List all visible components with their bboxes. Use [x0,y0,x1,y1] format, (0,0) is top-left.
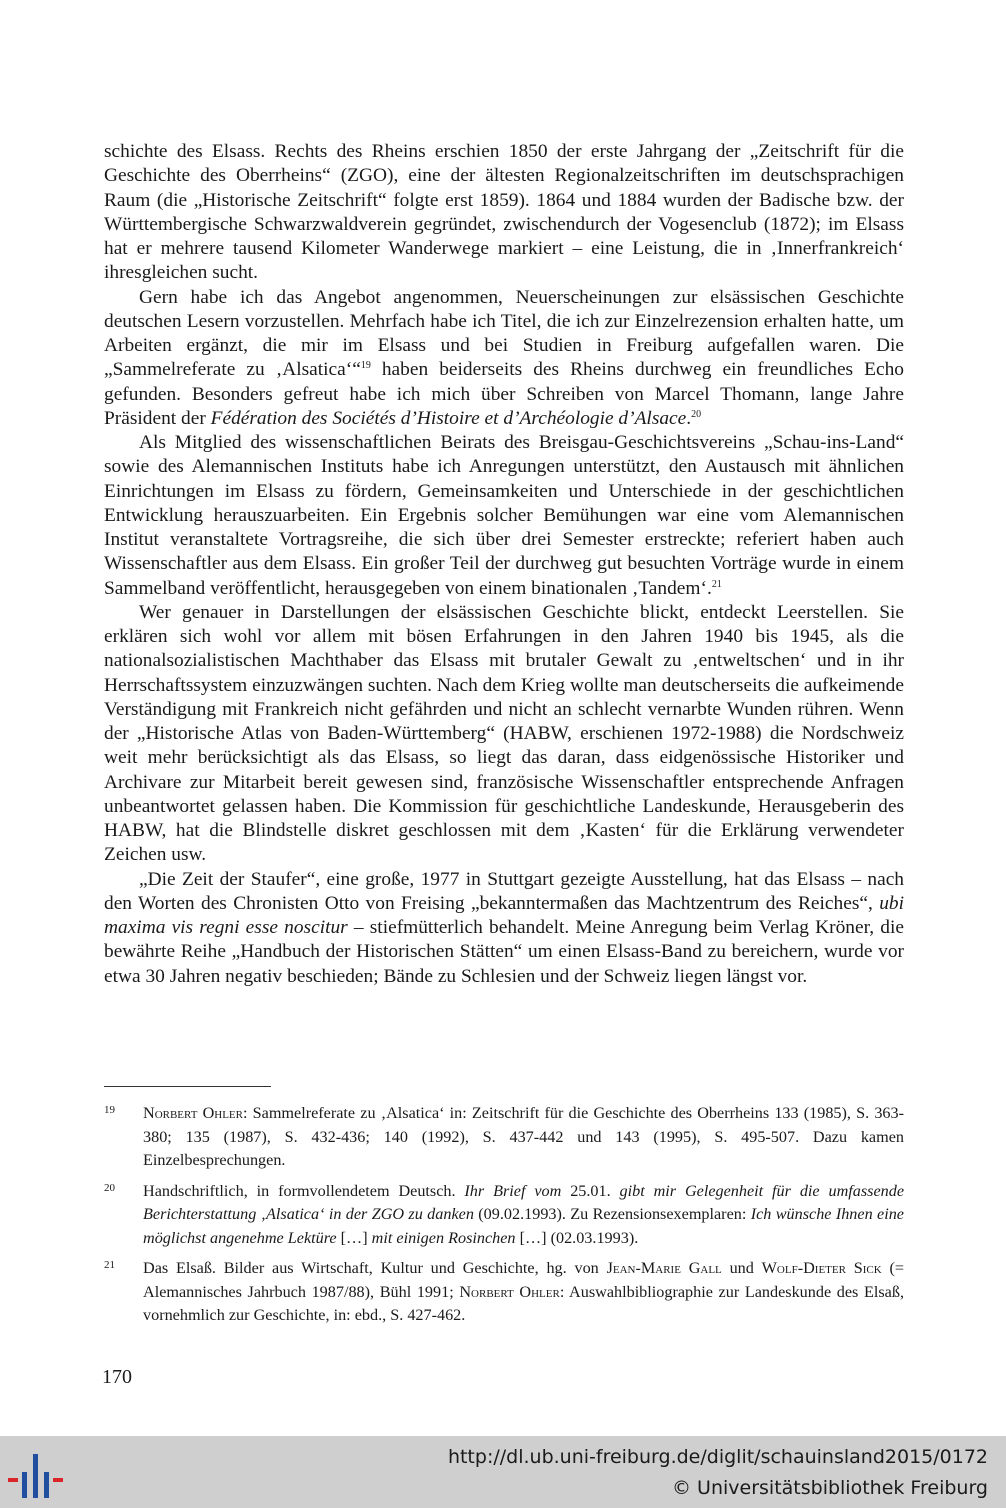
footnote-text: (= Alemannisches Jahrbuch 1987/88), Bühl 1991; [143,1259,904,1301]
paragraph-2-text: Gern habe ich das Angebot angenommen, Neuerscheinungen zur elsässischen Geschichte deutschen Lesern vorzustellen. Mehrfach habe ich Titel, die ich zur Einzelrezension erhalten hatte, um Arbeiten ergänzt, die mir im Elsass und bei Studien in Freiburg aufgefallen waren. Die „Sammelreferate zu ‚Alsatica‘“ [104,286,904,381]
main-text [104,140,904,989]
footnote-number: 20 [104,1181,115,1194]
footnotes [104,1102,904,1335]
footnote-ref-21[interactable]: 21 [711,578,722,590]
paragraph-5 [104,868,904,989]
footnote-author: Jean-Marie Gall [606,1259,722,1277]
paragraph-5-text: „Die Zeit der Staufer“, eine große, 1977 in Stuttgart gezeigte Ausstellung, hat das Elsass – nach den Worten des Chronisten Otto von Freising „bekanntermaßen das Machtzentrum des Reiches“, [104,868,904,914]
paragraph-3 [104,431,904,601]
paragraph-2-rest: haben beiderseits des Rheins durchweg ein freundliches Echo gefunden. Besonders gefreut habe ich mich über Schreiben von Marcel Thomann, lange Jahre Präsident der [104,359,904,429]
ub-freiburg-logo-icon[interactable] [8,1446,64,1502]
page-number: 170 [102,1366,132,1388]
footnote-italic: Ihr Brief vom [464,1181,562,1200]
footnote-text: und [721,1259,762,1277]
footnote-text: […] [336,1228,372,1247]
footnote-text: (09.02.1993). Zu Rezensionsexemplaren: [473,1205,751,1223]
footnote-number: 19 [104,1104,115,1116]
paragraph-5-italic: ubi maxima vis regni esse noscitur [104,892,904,938]
paragraph-5-rest: – stiefmütterlich behandelt. Meine Anregung beim Verlag Kröner, die bewährte Reihe „Handbuch der Historischen Stätten“ um einen Elsass-Band zu bereichern, wurde vor etwa 30 Jahren negativ beschieden; Bände zu Schlesien und der Schweiz liegen längst vor. [104,917,904,987]
footnote-text: […] (02.03.1993). [515,1228,639,1247]
footnote-author: Wolf-Dieter Sick [761,1259,882,1277]
footnote-text: Handschriftlich, in formvollendetem Deutsch. [143,1181,465,1200]
footnote-number: 21 [104,1259,115,1271]
paragraph-3-text: Als Mitglied des wissenschaftlichen Beirats des Breisgau-Geschichtsvereins „Schau-ins-Land“ sowie des Alemannischen Instituts habe ich Anregungen unterstützt, den Austausch mit ähnlichen Einrichtungen im Elsass zu fördern, Gemeinsamkeiten und Unterschiede in der geschichtlichen Entwicklung herauszuarbeiten. Ein Ergebnis solcher Bemühungen war eine vom Alemannischen Institut veranstaltete Vortragsreihe, die sich über drei Semester erstreckte; referiert haben auch Wissenschaftler aus dem Elsass. Ein großer Teil der durchweg gut besuchten Vorträge wurde in einem Sammelband veröffentlicht, herausgegeben von einem binationalen ‚Tandem‘. [104,432,904,599]
footnote-text: : Auswahlbibliographie zur Landeskunde des Elsaß, vornehmlich zur Geschichte, in: ebd., S. 427-462. [143,1282,904,1324]
footnote-italic: gibt mir Gelegenheit für die umfassende Berichterstattung ‚Alsatica‘ in der ZGO zu danken [143,1181,905,1223]
footer-bar [0,1436,1006,1508]
footnote-19 [104,1102,904,1173]
footnote-ref-20[interactable]: 20 [691,408,702,420]
footnote-author: Norbert Ohler [143,1104,243,1122]
paragraph-1: schichte des Elsass. Rechts des Rheins erschien 1850 der erste Jahrgang der „Zeitschrift für die Geschichte des Oberrheins“ (ZGO), eine der ältesten Regionalzeitschriften im deutschsprachigen Raum (die „Historische Zeitschrift“ folgte erst 1859). 1864 und 1884 wurden der Badische bzw. der Württembergische Schwarzwaldverein gegründet, zwischendurch der Vogesenclub (1872); im Elsass hat er mehrere tausend Kilometer Wanderwege markiert – eine Leistung, die in ‚Innerfrankreich‘ ihresgleichen sucht. [104,141,904,284]
paragraph-2 [104,286,904,432]
footnote-ref-19[interactable]: 19 [360,360,371,372]
footer-copyright: © Universitätsbibliothek Freiburg [672,1477,988,1499]
footnote-text: Das Elsaß. Bilder aus Wirtschaft, Kultur und Geschichte, hg. von [143,1259,607,1277]
footnote-divider [104,1086,271,1087]
footnote-text: 25.01. [561,1181,620,1200]
paragraph-2-end: . [686,407,692,429]
footnote-italic: Ich wünsche Ihnen eine möglichst angenehme Lektüre [143,1205,904,1247]
footnote-author: Norbert Ohler [459,1282,560,1301]
footnote-21 [104,1257,904,1328]
paragraph-4: Wer genauer in Darstellungen der elsässischen Geschichte blickt, entdeckt Leerstellen. Sie erklären sich wohl vor allem mit bösen Erfahrungen in den Jahren 1940 bis 1945, als die nationalsozialistischen Machthaber das Elsass mit brutaler Gewalt zu ‚entweltschen‘ und in ihr Herrschaftssystem einzuzwängen suchten. Nach dem Krieg wollte man deutscherseits die aufkeimende Verständigung mit Frankreich nicht gefährden und nicht an schlecht vernarbte Wunden rühren. Wenn der „Historische Atlas von Baden-Württemberg“ (HABW, erschienen 1972-1988) die Nordschweiz weit mehr berücksichtigt als das Elsass, so liegt das daran, dass eidgenössische Historiker und Archivare zur Mitarbeit bereit gewesen sind, französische Wissenschaftler entsprechende Anfragen unbeantwortet gelassen haben. Die Kommission für geschichtliche Landeskunde, Herausgeberin des HABW, hat die Blindstelle diskret geschlossen mit dem ‚Kasten‘ für die Erklärung verwendeter Zeichen usw. [104,601,904,866]
footnote-italic: mit einigen Rosinchen [371,1228,516,1247]
footnote-text: : Sammelreferate zu ‚Alsatica‘ in: Zeitschrift für die Geschichte des Oberrheins 133 (1985), S. 363-380; 135 (1987), S. 432-436; 140 (1992), S. 437-442 und 143 (1995), S. 495-507. Dazu kamen Einzelbesprechungen. [143,1104,904,1169]
footer-url-link[interactable]: http://dl.ub.uni-freiburg.de/diglit/schauinsland2015/0172 [447,1446,988,1468]
footnote-20 [104,1180,904,1251]
paragraph-2-italic: Fédération des Sociétés d’Histoire et d’Archéologie d’Alsace [210,407,687,429]
